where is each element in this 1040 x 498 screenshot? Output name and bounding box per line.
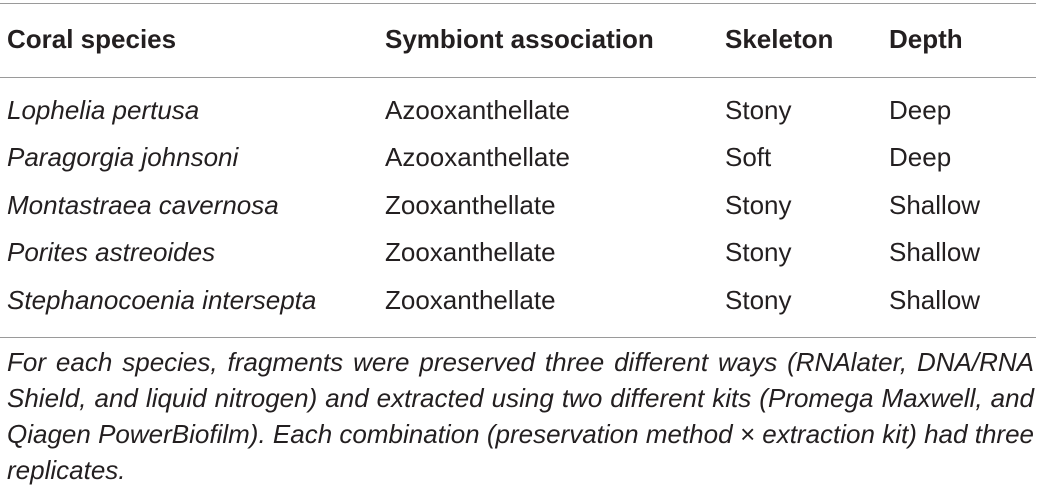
cell-symbiont: Zooxanthellate: [385, 189, 556, 220]
cell-skeleton: Stony: [725, 284, 792, 315]
cell-depth: Shallow: [889, 237, 981, 268]
cell-skeleton: Stony: [725, 237, 792, 268]
cell-species: Montastraea cavernosa: [7, 189, 279, 220]
cell-depth: Shallow: [889, 189, 981, 220]
table-row: [0, 134, 1036, 182]
cell-species: Paragorgia johnsoni: [7, 142, 239, 173]
table-header-row: [0, 0, 1036, 78]
header-symbiont-association: Symbiont association: [385, 23, 654, 54]
cell-symbiont: Zooxanthellate: [385, 237, 556, 268]
cell-species: Stephanocoenia intersepta: [7, 284, 317, 315]
cell-depth: Shallow: [889, 284, 981, 315]
table-row: [0, 78, 1036, 134]
cell-species: Lophelia pertusa: [7, 94, 200, 125]
cell-depth: Deep: [889, 94, 952, 125]
table-bottom-rule: [0, 337, 1036, 338]
cell-skeleton: Stony: [725, 94, 792, 125]
table-row: [0, 229, 1036, 277]
cell-skeleton: Stony: [725, 189, 792, 220]
table-footnote: For each species, fragments were preserved three different ways (RNAlater, DNA/RNA Shield, and liquid nitrogen) and extracted using two different kits (Promega Maxwell, and Qiagen PowerBiofilm). Each combination (preservation method × extraction kit) had three replicates.: [7, 347, 1034, 485]
cell-symbiont: Zooxanthellate: [385, 284, 556, 315]
header-coral-species: Coral species: [7, 23, 177, 54]
cell-symbiont: Azooxanthellate: [385, 142, 571, 173]
table-row: [0, 277, 1036, 325]
header-depth: Depth: [889, 23, 963, 54]
cell-skeleton: Soft: [725, 142, 772, 173]
table-row: [0, 182, 1036, 230]
header-skeleton: Skeleton: [725, 23, 834, 54]
cell-symbiont: Azooxanthellate: [385, 94, 571, 125]
cell-depth: Deep: [889, 142, 952, 173]
cell-species: Porites astreoides: [7, 237, 216, 268]
